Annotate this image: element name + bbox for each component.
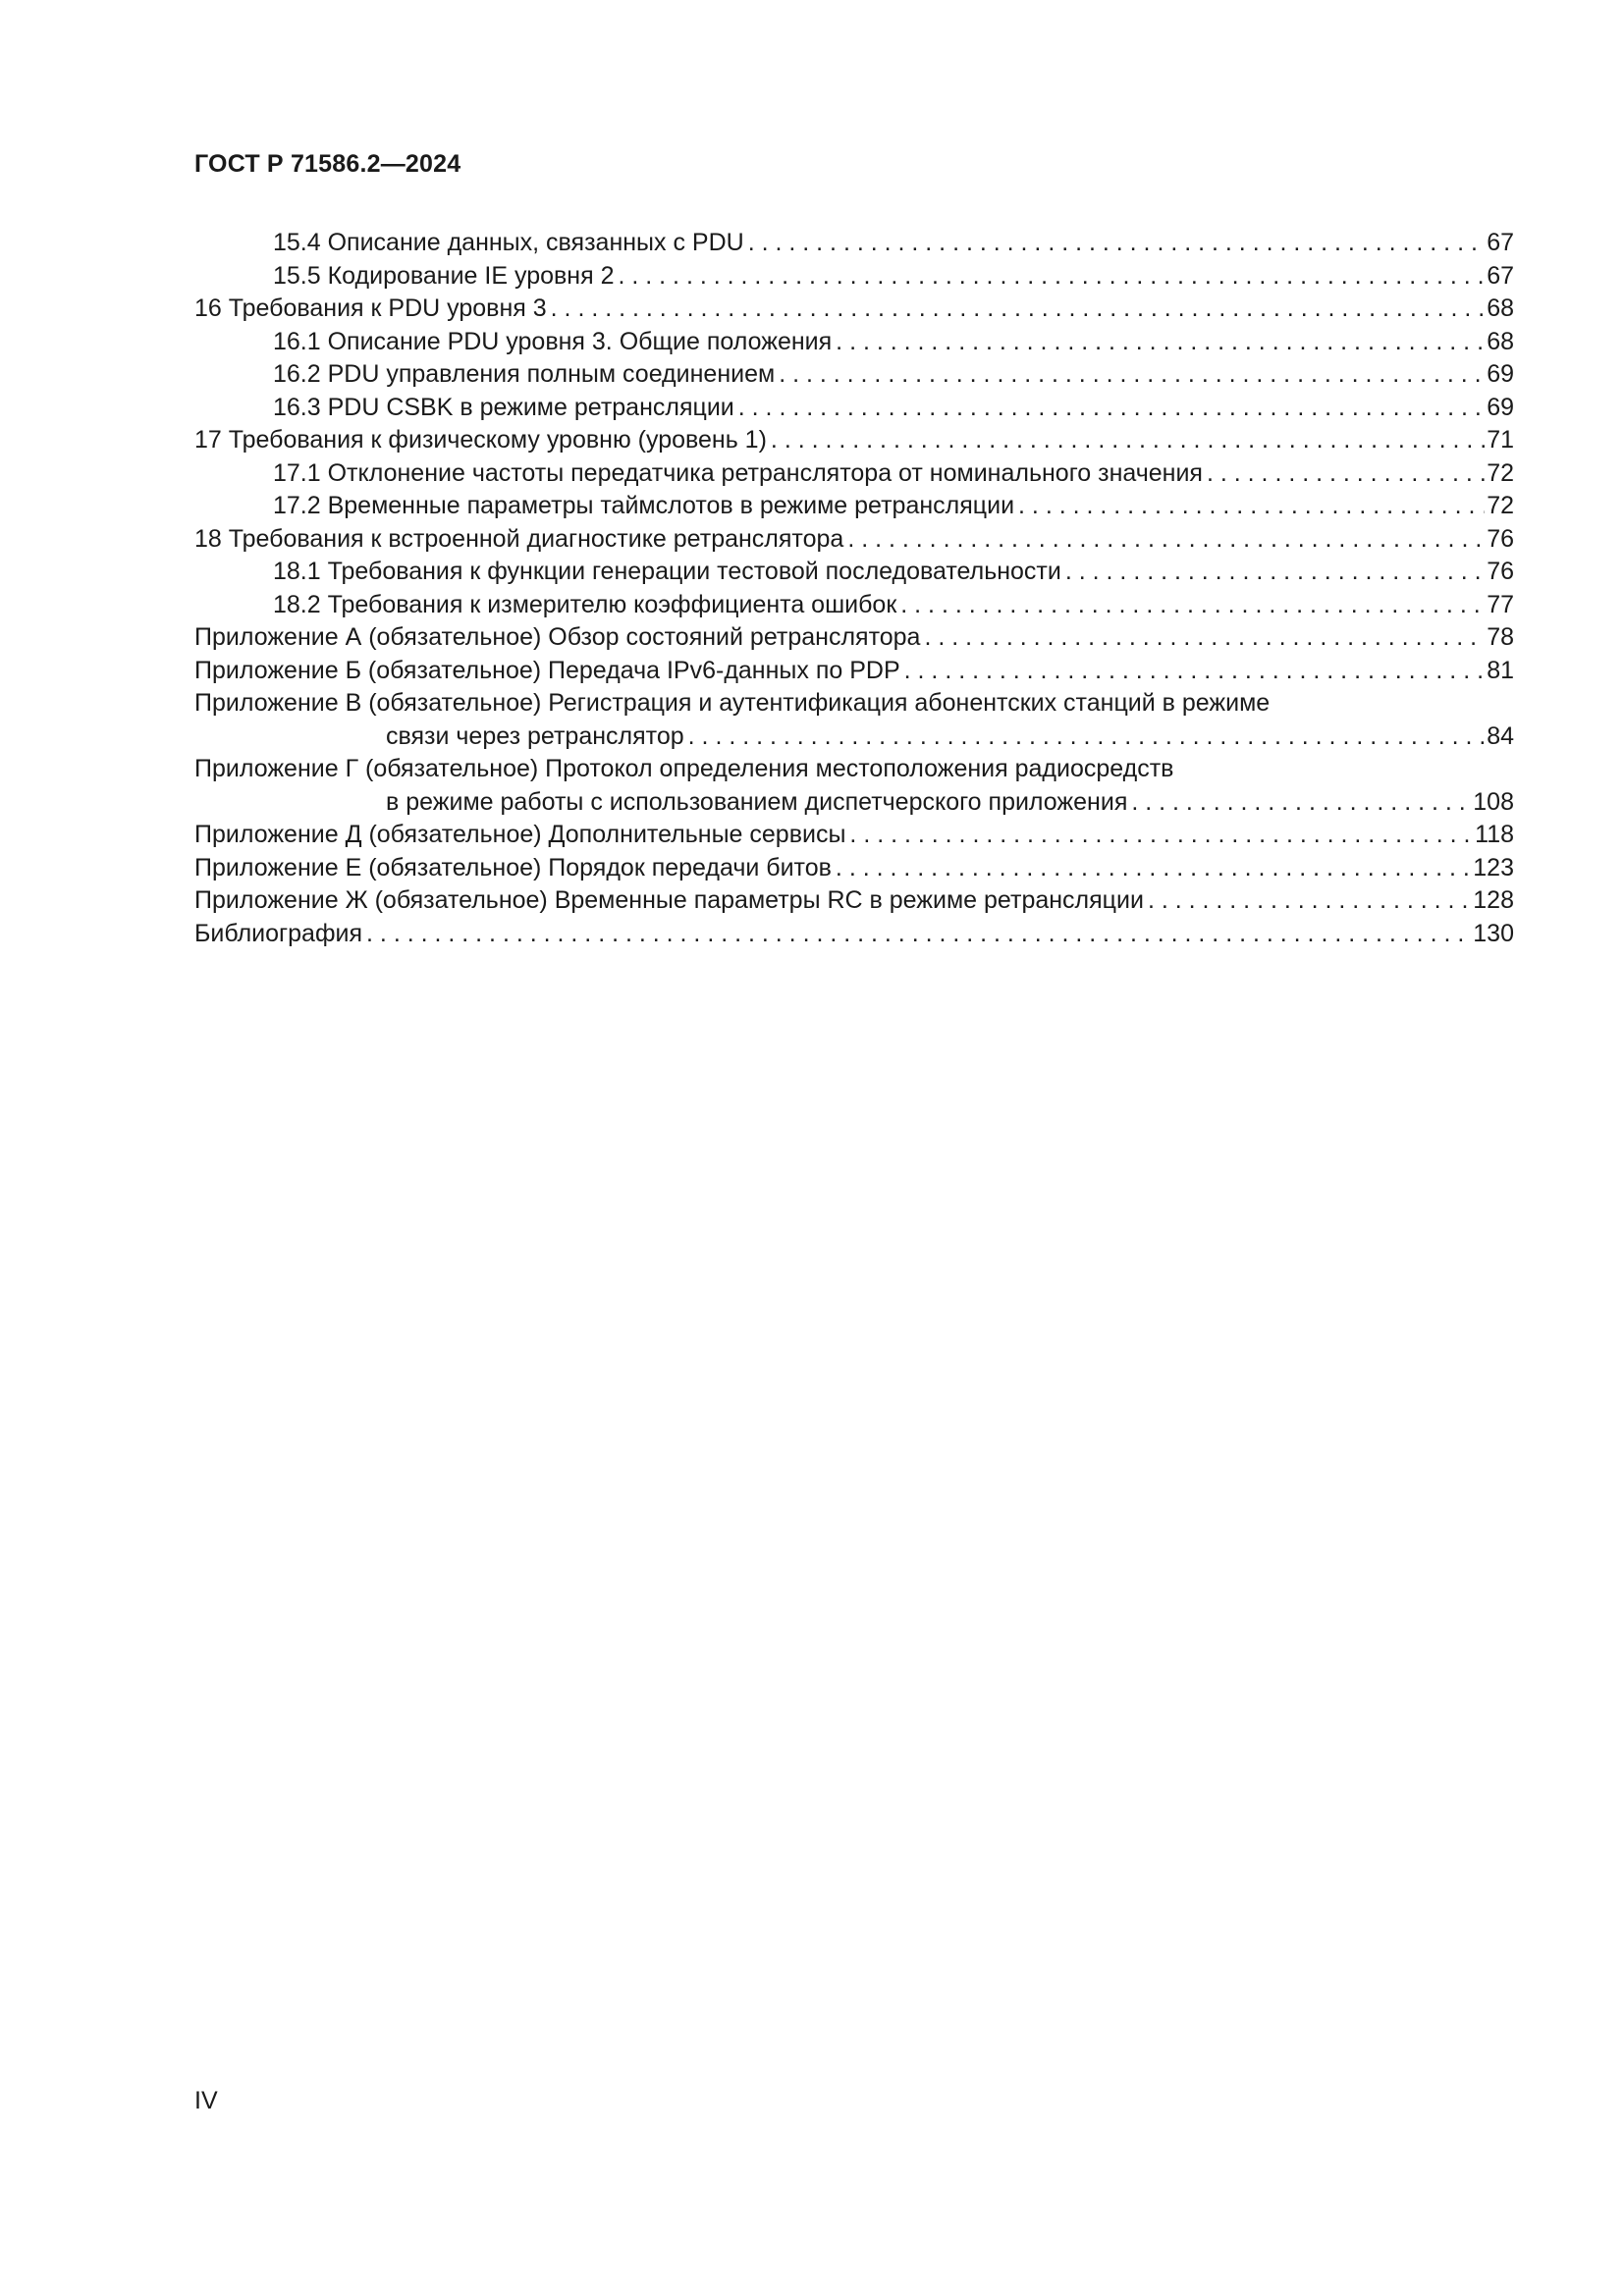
toc-entry-page: 68 <box>1487 327 1514 355</box>
toc-entry-label: 15.4 Описание данных, связанных с PDU <box>273 229 744 256</box>
toc-entry-label: 15.5 Кодирование IE уровня 2 <box>273 261 615 290</box>
toc-entry[interactable] <box>194 621 1514 655</box>
toc-entry-label: Приложение В (обязательное) Регистрация и аутентификация абонентских станций в режиме <box>194 689 1271 717</box>
toc-entry-page: 67 <box>1487 261 1514 290</box>
toc-entry-page: 130 <box>1473 919 1514 947</box>
toc-entry-page: 72 <box>1487 458 1514 487</box>
toc-entry-label: 18.2 Требования к измерителю коэффициента ошибок <box>273 590 897 618</box>
toc-dot-leader <box>1131 786 1471 820</box>
toc-entry-page: 69 <box>1487 360 1514 388</box>
toc-dot-leader <box>779 358 1485 392</box>
toc-entry-label: Приложение Г (обязательное) Протокол определения местоположения радиосредств <box>194 755 1174 782</box>
toc-entry-label: Приложение Д (обязательное) Дополнительные сервисы <box>194 821 846 848</box>
toc-entry[interactable] <box>194 753 1514 786</box>
toc-entry-page: 76 <box>1487 558 1514 585</box>
toc-entry-page: 76 <box>1487 524 1514 553</box>
toc-entry-label: 16.1 Описание PDU уровня 3. Общие положения <box>273 327 833 355</box>
toc-dot-leader <box>618 260 1485 294</box>
toc-dot-leader <box>366 918 1471 951</box>
toc-entry[interactable] <box>194 556 1514 589</box>
toc-entry-label: Приложение Б (обязательное) Передача IPv6-данных по PDP <box>194 656 900 684</box>
toc-entry[interactable] <box>194 424 1514 457</box>
toc-entry-label: Приложение А (обязательное) Обзор состояний ретранслятора <box>194 623 921 651</box>
toc-dot-leader <box>771 424 1485 457</box>
toc-entry-label-continuation: связи через ретранслятор <box>386 721 684 750</box>
toc-dot-leader <box>900 589 1485 622</box>
toc-entry-label: 18.1 Требования к функции генерации тестовой последовательности <box>273 558 1061 585</box>
toc-dot-leader <box>748 227 1485 260</box>
toc-entry-page: 67 <box>1487 229 1514 256</box>
toc-entry[interactable] <box>194 589 1514 622</box>
toc-dot-leader <box>847 523 1485 557</box>
toc-entry-label: 16.3 PDU CSBK в режиме ретрансляции <box>273 393 734 421</box>
toc-entry-label: 17.2 Временные параметры таймслотов в режиме ретрансляции <box>273 492 1015 519</box>
toc-dot-leader <box>904 655 1486 688</box>
table-of-contents <box>194 227 1514 950</box>
toc-entry-label: Приложение Ж (обязательное) Временные параметры RC в режиме ретрансляции <box>194 886 1144 914</box>
toc-entry[interactable] <box>194 326 1514 359</box>
toc-entry-continuation[interactable] <box>194 721 1514 754</box>
toc-entry-page: 68 <box>1487 294 1514 322</box>
toc-entry-label: 17.1 Отклонение частоты передатчика ретранслятора от номинального значения <box>273 458 1203 487</box>
toc-entry-label: 18 Требования к встроенной диагностике ретранслятора <box>194 524 844 553</box>
toc-dot-leader <box>551 293 1486 326</box>
toc-entry[interactable] <box>194 358 1514 392</box>
toc-entry-page: 71 <box>1487 426 1514 454</box>
toc-entry-page: 123 <box>1473 853 1514 881</box>
toc-entry-page: 69 <box>1487 393 1514 421</box>
toc-entry-page: 108 <box>1473 787 1514 816</box>
toc-entry[interactable] <box>194 852 1514 885</box>
toc-entry[interactable] <box>194 819 1514 852</box>
toc-entry[interactable] <box>194 457 1514 491</box>
toc-dot-leader <box>688 721 1486 754</box>
toc-dot-leader <box>836 852 1471 885</box>
toc-dot-leader <box>738 392 1485 425</box>
toc-entry-page: 78 <box>1487 623 1514 651</box>
toc-entry-page: 128 <box>1473 886 1514 914</box>
toc-entry-page: 77 <box>1487 590 1514 618</box>
toc-entry-continuation[interactable] <box>194 786 1514 820</box>
toc-entry[interactable] <box>194 523 1514 557</box>
toc-entry-label-continuation: в режиме работы с использованием диспетчерского приложения <box>386 787 1128 816</box>
toc-dot-leader <box>1065 556 1485 589</box>
toc-dot-leader <box>1018 490 1485 523</box>
toc-entry-label: Приложение Е (обязательное) Порядок передачи битов <box>194 853 832 881</box>
toc-entry-label: 16 Требования к PDU уровня 3 <box>194 294 547 322</box>
document-header: ГОСТ Р 71586.2—2024 <box>194 150 461 178</box>
toc-entry-page: 81 <box>1487 656 1514 684</box>
toc-entry-page: 72 <box>1487 492 1514 519</box>
toc-dot-leader <box>1207 457 1485 491</box>
toc-entry-label: 17 Требования к физическому уровню (уровень 1) <box>194 426 767 454</box>
toc-entry[interactable] <box>194 655 1514 688</box>
toc-entry[interactable] <box>194 687 1514 721</box>
toc-dot-leader <box>836 326 1485 359</box>
toc-entry[interactable] <box>194 293 1514 326</box>
toc-entry-label: 16.2 PDU управления полным соединением <box>273 360 776 388</box>
toc-entry[interactable] <box>194 490 1514 523</box>
toc-dot-leader <box>924 621 1485 655</box>
toc-entry[interactable] <box>194 884 1514 918</box>
toc-dot-leader <box>1148 884 1471 918</box>
toc-entry[interactable] <box>194 392 1514 425</box>
page-number: IV <box>194 2087 218 2114</box>
toc-entry-page: 84 <box>1487 721 1514 750</box>
toc-entry-page: 118 <box>1475 821 1514 848</box>
toc-entry[interactable] <box>194 260 1514 294</box>
toc-entry-label: Библиография <box>194 919 363 947</box>
toc-entry[interactable] <box>194 227 1514 260</box>
toc-entry[interactable] <box>194 918 1514 951</box>
toc-dot-leader <box>849 819 1473 852</box>
